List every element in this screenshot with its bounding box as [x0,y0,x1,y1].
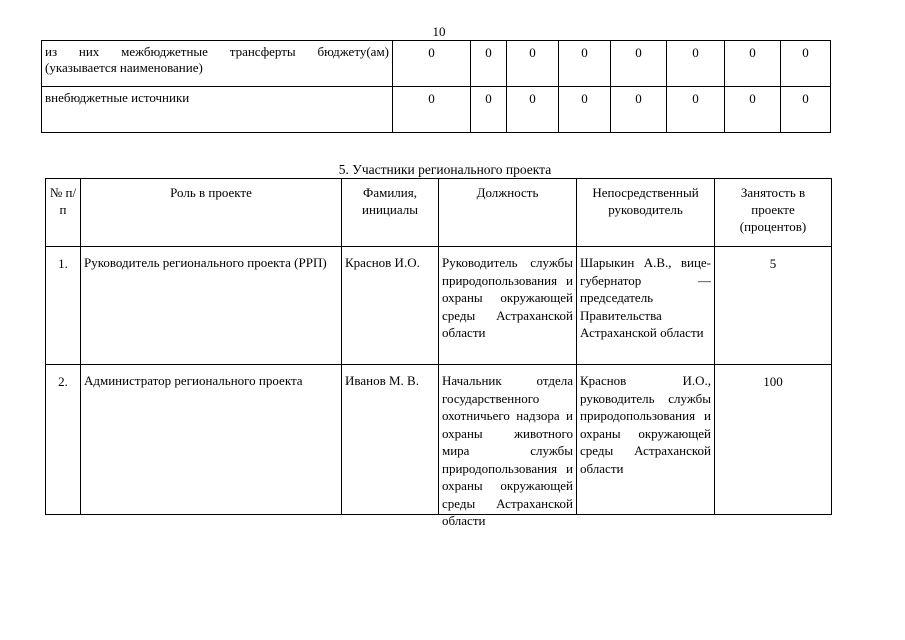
table-row [42,41,831,87]
cell-value: 0 [725,41,781,87]
row-role: Руководитель регионального проекта (РРП) [81,247,342,365]
column-header-number: № п/п [46,179,81,247]
cell-value: 0 [667,87,725,133]
row-name: Иванов М. В. [342,365,439,515]
row-label: внебюджетные источники [42,87,393,133]
row-manager: Краснов И.О., руководитель службы природопользования и охраны окружающей среды Астраханской области [577,365,715,515]
table-row [42,87,831,133]
participants-table [45,178,832,529]
row-position: Руководитель службы природопользования и охраны окружающей среды Астраханской области [439,247,577,365]
section-title: 5. Участники регионального проекта [338,162,552,177]
row-number: 1. [46,247,81,365]
table-header-row [46,179,832,247]
row-employment: 100 [715,365,832,515]
cell-value: 0 [471,87,507,133]
cell-value: 0 [667,41,725,87]
column-header-position: Должность [439,179,577,247]
row-label: из них межбюджетные трансферты бюджету(ам) (указывается наименование) [42,41,393,87]
cell-value: 0 [507,41,559,87]
cell-value: 0 [611,87,667,133]
cell-value: 0 [393,87,471,133]
row-role: Администратор регионального проекта [81,365,342,515]
cell-value: 0 [507,87,559,133]
cell-value: 0 [781,41,831,87]
column-header-employment: Занятость в проекте (процентов) [715,179,832,247]
page-number: 10 [432,24,446,39]
table-row [46,247,832,365]
financing-table [41,40,831,133]
cell-value: 0 [393,41,471,87]
cell-value: 0 [725,87,781,133]
column-header-name: Фамилия, инициалы [342,179,439,247]
row-position: Начальник отдела государственного охотничьего надзора и охраны животного мира службы природопользования и охраны окружающей среды Астраханской области [442,373,573,529]
row-manager: Шарыкин А.В., вице-губернатор — председатель Правительства Астраханской области [577,247,715,365]
cell-value: 0 [781,87,831,133]
cell-value: 0 [559,41,611,87]
cell-value: 0 [611,41,667,87]
column-header-manager: Непосредственный руководитель [577,179,715,247]
row-employment: 5 [715,247,832,365]
column-header-role: Роль в проекте [81,179,342,247]
table-row [46,365,832,515]
cell-value: 0 [559,87,611,133]
cell-value: 0 [471,41,507,87]
row-name: Краснов И.О. [342,247,439,365]
row-number: 2. [46,365,81,515]
